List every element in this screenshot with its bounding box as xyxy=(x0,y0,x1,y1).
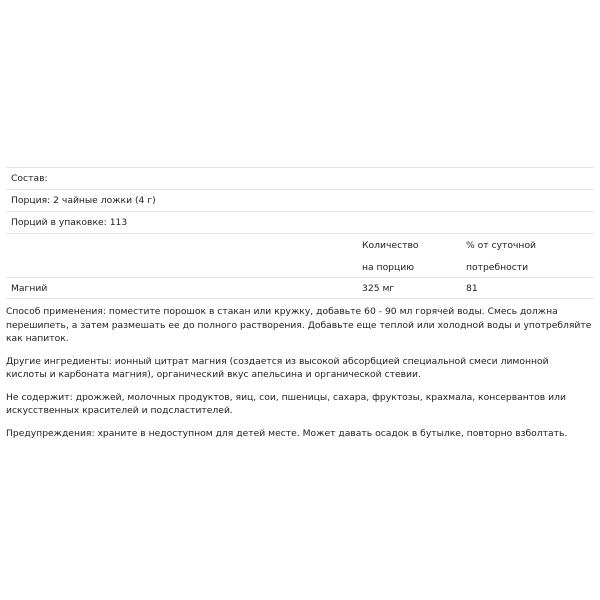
supplement-facts-table xyxy=(6,167,594,299)
servings-per-container-text: Порций в упаковке: 113 xyxy=(11,217,128,228)
composition-row xyxy=(6,167,594,189)
serving-size-text: Порция: 2 чайные ложки (4 г) xyxy=(11,195,156,206)
table-header-row xyxy=(6,233,594,277)
product-notes xyxy=(6,305,592,449)
nutrient-daily-value: 81 xyxy=(466,283,478,294)
amount-header-line2: на порцию xyxy=(362,262,414,273)
composition-label: Состав: xyxy=(11,173,48,184)
table-row xyxy=(6,277,594,299)
servings-per-container-row xyxy=(6,211,594,233)
does-not-contain: Не содержит: дрожжей, молочных продуктов, яиц, сои, пшеницы, сахара, фруктозы, крахмала, консервантов или искусственных красителей и подсластителей. xyxy=(6,391,566,416)
serving-size-row xyxy=(6,189,594,211)
daily-value-header-line1: % от суточной xyxy=(466,240,537,251)
nutrient-amount: 325 мг xyxy=(362,283,395,294)
nutrient-name: Магний xyxy=(11,283,48,294)
other-ingredients: Другие ингредиенты: ионный цитрат магния (создается из высокой абсорбцией специальной смеси лимонной кислоты и карбоната магния), органический вкус апельсина и органической стевии. xyxy=(6,355,549,380)
usage-instructions: Способ применения: поместите порошок в стакан или кружку, добавьте 60 - 90 мл горячей воды. Смесь должна перешипеть, а затем размешать ее до полного растворения. Добавьте еще теплой или холодной воды и употребляйте как напиток. xyxy=(6,306,592,344)
warnings: Предупреждения: храните в недоступном для детей месте. Может давать осадок в бутылке, повторно взболтать. xyxy=(6,427,568,439)
amount-header-line1: Количество xyxy=(362,240,419,251)
daily-value-header-line2: потребности xyxy=(466,262,529,273)
